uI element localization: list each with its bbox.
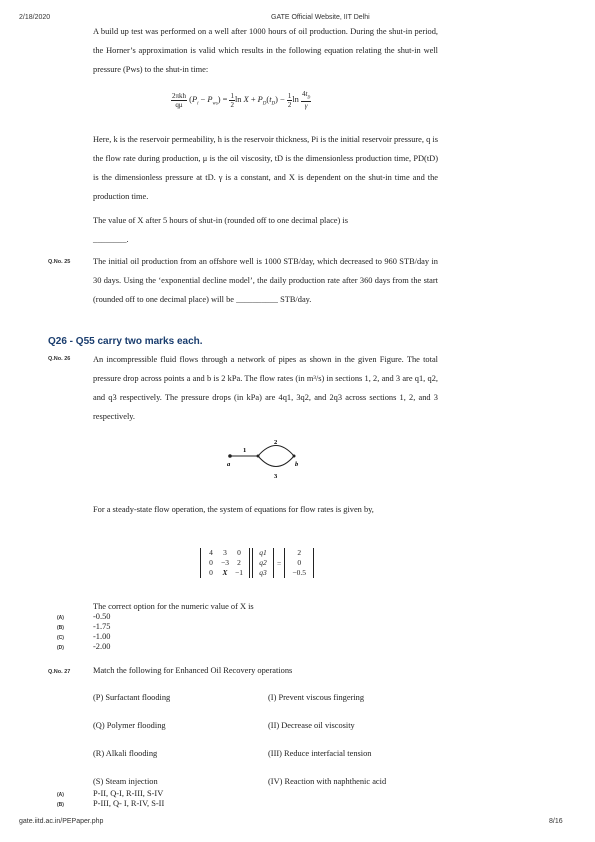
- matrix-cell: 3: [223, 548, 227, 557]
- option-value[interactable]: P-II, Q-I, R-III, S-IV: [93, 789, 164, 798]
- section-heading: Q26 - Q55 carry two marks each.: [48, 336, 203, 347]
- point-b-node: [293, 455, 296, 458]
- match-left-item: (R) Alkali flooding: [93, 749, 158, 758]
- q26-number: Q.No. 26: [48, 356, 71, 362]
- option-label: (A): [57, 615, 64, 621]
- equals-sign: =: [277, 558, 282, 568]
- match-left-item: (Q) Polymer flooding: [93, 721, 166, 730]
- flow-vector: [252, 548, 274, 578]
- option-value[interactable]: -1.00: [93, 632, 111, 641]
- matrix-cell: 0: [237, 548, 241, 557]
- match-left-item: (S) Steam injection: [93, 777, 158, 786]
- matrix-equation: [200, 548, 314, 578]
- q24-intro: A build up test was performed on a well after 1000 hours of oil production. During the shut-in period, the Horner’s approximation is valid which results in the following equation relating the shut-in well pressure (Pws) to the shut-in time:: [93, 27, 438, 74]
- matrix-cell: X: [222, 568, 228, 577]
- vector-cell: q2: [259, 558, 267, 567]
- print-date: 2/18/2020: [19, 14, 51, 21]
- matrix-cell: −1: [235, 568, 243, 577]
- option-label: (D): [57, 645, 64, 651]
- matrix-cell: 4: [209, 548, 213, 557]
- matrix-cell: 0: [209, 558, 213, 567]
- rhs-vector: [284, 548, 314, 578]
- label-2: 2: [274, 440, 278, 446]
- q24-question: [93, 211, 438, 249]
- rhs-cell: −0.5: [292, 568, 307, 577]
- option-label: (A): [57, 792, 64, 798]
- match-right-item: (I) Prevent viscous fingering: [268, 693, 365, 702]
- site-title: GATE Official Website, IIT Delhi: [271, 14, 370, 21]
- match-left-item: (P) Surfactant flooding: [93, 693, 171, 702]
- label-3: 3: [274, 473, 278, 480]
- horner-equation: $\frac{\text{2πkh}}{q\mu}$ $(P_i - P_{ws})$ = $\frac{1}{2}$ $\ln X + P_D(t_D)$ − $\frac{1}{2}$ ln $\frac{4t_D}{\gamma}$: [172, 90, 311, 111]
- q26-ask: The correct option for the numeric value of X is: [93, 602, 254, 611]
- option-label: (B): [57, 625, 64, 631]
- q24-explanation: Here, k is the reservoir permeability, h is the reservoir thickness, Pi is the initial reservoir pressure, q is the flow rate during production, μ is the oil viscosity, tD is the dimensionless production time, PD(tD) is the dimensionless pressure at tD. γ is a constant, and X is dependent on the shut-in time and the production time.: [93, 135, 438, 201]
- point-a-node: [228, 454, 232, 458]
- match-right-item: (IV) Reaction with naphthenic acid: [268, 777, 387, 786]
- match-right-item: (III) Reduce interfacial tension: [268, 749, 372, 758]
- q24-ask: The value of X after 5 hours of shut-in (rounded off to one decimal place) is: [93, 216, 348, 225]
- vector-cell: q1: [259, 548, 267, 557]
- option-value[interactable]: -0.50: [93, 612, 111, 621]
- label-1: 1: [243, 447, 247, 454]
- rhs-cell: 2: [297, 548, 302, 557]
- matrix-cell: 0: [209, 568, 213, 577]
- matrix-cell: 2: [237, 558, 241, 567]
- pipe-section-3: [258, 456, 294, 467]
- option-value[interactable]: -1.75: [93, 622, 111, 631]
- q24-blank: ________.: [93, 235, 129, 244]
- q25-text: The initial oil production from an offshore well is 1000 STB/day, which decreased to 960 STB/day in 30 days. Using the ‘exponential decline model’, the daily production rate after 360 days from the start (rounded off to one decimal place) will be __________ STB/day.: [93, 257, 438, 304]
- q26-text: An incompressible fluid flows through a network of pipes as shown in the given Figure. The total pressure drop across points a and b is 2 kPa. The flow rates (in m³/s) in sections 1, 2, and 3 are q1, q2, and q3 respectively. The pressure drops (in kPa) are 4q1, 3q2, and 2q3 across sections 1, 2, and 3 respectively.: [93, 355, 438, 421]
- option-value[interactable]: P-III, Q- I, R-IV, S-II: [93, 799, 165, 808]
- junction-node: [257, 455, 260, 458]
- match-right-item: (II) Decrease oil viscosity: [268, 721, 355, 730]
- q25-number: Q.No. 25: [48, 259, 71, 265]
- q27-number: Q.No. 27: [48, 669, 71, 675]
- footer-url[interactable]: gate.iitd.ac.in/PEPaper.php: [19, 818, 104, 825]
- q27-text: Match the following for Enhanced Oil Recovery operations: [93, 666, 293, 675]
- rhs-cell: 0: [297, 558, 302, 567]
- option-label: (C): [57, 635, 64, 641]
- option-label: (B): [57, 802, 64, 808]
- matrix-cell: −3: [221, 558, 229, 567]
- pipe-section-2: [258, 446, 294, 457]
- vector-cell: q3: [259, 568, 267, 577]
- pipe-network-figure: [222, 440, 302, 484]
- label-a: a: [227, 461, 231, 468]
- label-b: b: [295, 461, 299, 468]
- option-value[interactable]: -2.00: [93, 642, 111, 651]
- q26-system-text: For a steady-state flow operation, the system of equations for flow rates is given by,: [93, 505, 374, 514]
- coefficient-matrix: [200, 548, 250, 578]
- page-number: 8/16: [549, 818, 563, 825]
